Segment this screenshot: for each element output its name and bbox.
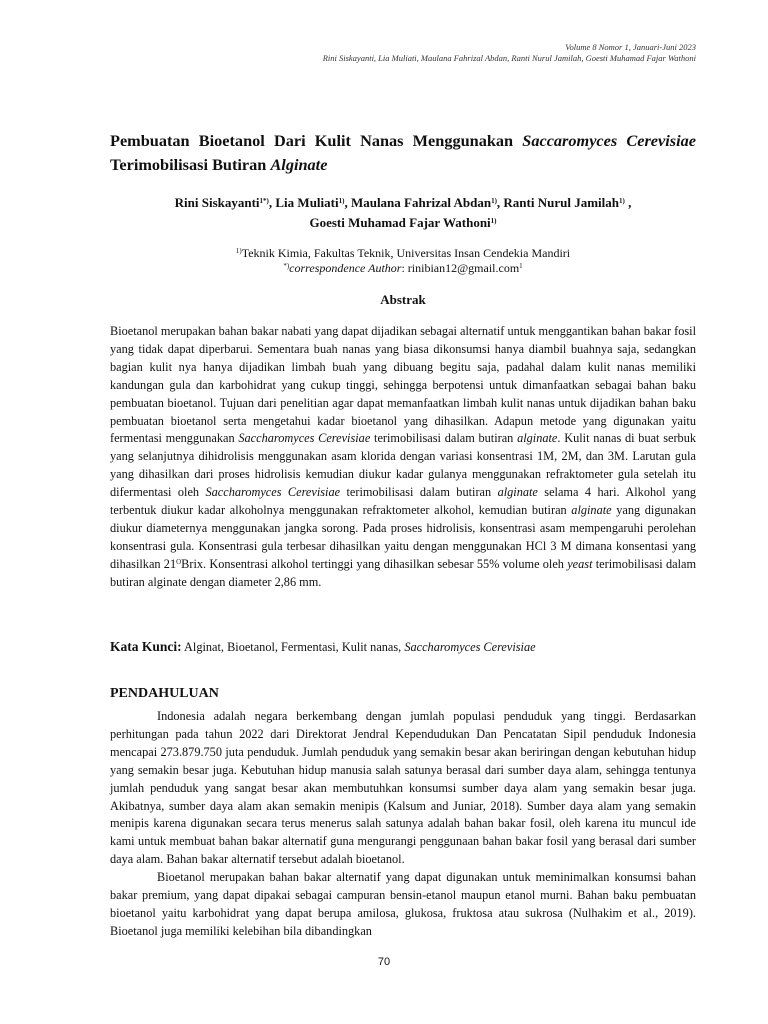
intro-body bbox=[110, 708, 696, 941]
abstract-italic: yeast bbox=[567, 556, 593, 571]
abstract-italic: alginate bbox=[517, 431, 558, 446]
email-sup: 1 bbox=[519, 262, 523, 270]
degree-sup: O bbox=[176, 557, 182, 566]
keywords bbox=[110, 638, 696, 656]
author-sup: 1) bbox=[490, 217, 497, 225]
author-separator: , bbox=[624, 195, 632, 210]
abstract-heading: Abstrak bbox=[380, 292, 426, 307]
author-list bbox=[100, 193, 706, 233]
author-sup: 1) bbox=[491, 197, 497, 205]
author-name: Goesti Muhamad Fajar Wathoni bbox=[309, 215, 491, 230]
paper-title bbox=[110, 129, 696, 177]
section-heading-pendahuluan: PENDAHULUAN bbox=[110, 686, 219, 701]
intro-paragraph: Bioetanol merupakan bahan bakar alternatif yang dapat digunakan untuk meminimalkan konsumsi bahan bakar premium, yang dapat dipakai sebagai campuran bensin-etanol maupun etanol murni. Bahan baku pembuatan bioetanol yaitu karbohidrat yang dapat berupa amilosa, glukosa, fruktosa atau sukrosa (Nulhakim et al., 2019). Bioetanol juga memiliki kelebihan bila dibandingkan bbox=[110, 870, 696, 938]
intro-paragraph: Indonesia adalah negara berkembang dengan jumlah populasi penduduk yang tinggi. Berdasarkan perhitungan pada tahun 2022 dari Direktorat Jendral Kependudukan Dan Pencatatan Sipil penduduk Indonesia mencapai 273.879.750 juta penduduk. Jumlah penduduk yang semakin besar akan beriringan dengan kebutuhan hidup yang semakin besar juga. Kebutuhan hidup manusia salah satunya berasal dari sumber daya alam, sehingga tentunya jumlah penduduk yang sangat besar akan membutuhkan konsumsi sumber daya alam yang semakin besar juga. Akibatnya, sumber daya alam akan semakin menipis (Kalsum and Juniar, 2018). Sumber daya alam yang semakin menipis karena digunakan secara terus menerus salah satunya adalah bahan bakar fosil, oleh karena itu muncul ide kami untuk membuat bahan bakar alternatif guna mengurangi penggunaan bahan bakar fosil yang berasal dari sumber daya alam. Bahan bakar alternatif tersebut adalah bioetanol. bbox=[110, 709, 696, 867]
correspondence-sup: *) bbox=[283, 262, 290, 270]
abstract-italic: alginate bbox=[571, 503, 612, 518]
abstract-italic: alginate bbox=[497, 485, 538, 500]
abstract-text: Bioetanol merupakan bahan bakar nabati yang dapat dijadikan sebagai alternatif untuk menggantikan bahan bakar fosil yang tidak dapat diperbarui. Sementara buah nanas yang biasa dikonsumsi hanya diambil buahnya saja, sedangkan bagian kulit nya hanya dijadikan limbah buah yang dibuang begitu saja, padahal dalam kulit nanas memiliki kandungan gula dan karbohidrat yang cukup tinggi, sehingga berpotensi untuk dimanfaatkan sebagai bahan baku pembuatan bioetanol. Tujuan dari penelitian agar dapat memanfaatkan limbah kulit nanas untuk dijadikan bahan baku pembuatan bioetanol serta mengetahui kadar bioetanol yang dihasilkan. Adapun metode yang digunakan yaitu fermentasi menggunakan bbox=[110, 324, 696, 446]
correspondence-email[interactable]: : rinibian12@gmail.com bbox=[401, 261, 520, 275]
correspondence-label: correspondence Author bbox=[289, 261, 402, 275]
running-authors: Rini Siskayanti, Lia Muliati, Maulana Fahrizal Abdan, Ranti Nurul Jamilah, Goesti Muhamad Fajar Wathoni bbox=[322, 53, 696, 63]
journal-volume: Volume 8 Nomor 1, Januari-Juni 2023 bbox=[565, 42, 696, 52]
author-name: , Lia Muliati bbox=[268, 195, 339, 210]
author-name: , Maulana Fahrizal Abdan bbox=[344, 195, 492, 210]
correspondence-line bbox=[100, 261, 706, 276]
title-italic-1: Saccaromyces Cerevisiae bbox=[522, 131, 696, 150]
title-text-1: Pembuatan Bioetanol Dari Kulit Nanas Menggunakan bbox=[110, 131, 523, 150]
title-italic-2: Alginate bbox=[270, 155, 328, 174]
author-sup: 1) bbox=[619, 197, 625, 205]
abstract-text: yang digunakan diukur diameternya menggunakan jangka sorong. Pada proses hidrolisis, konsentrasi asam mempengaruhi perolehan konsentrasi gula. Konsentrasi gula terbesar dihasilkan yaitu dengan menggunakan HCl 3 M dimana konsentasi yang dihasilkan 21 bbox=[110, 503, 696, 571]
abstract-text: terimobilisasi dalam butiran alginate dengan diameter 2,86 mm. bbox=[110, 556, 697, 589]
keywords-label: Kata Kunci: bbox=[110, 639, 182, 654]
author-sup: 1*) bbox=[259, 197, 269, 205]
affiliation-sup: 1) bbox=[235, 247, 242, 255]
author-name: Rini Siskayanti bbox=[174, 195, 260, 210]
keywords-text: Alginat, Bioetanol, Fermentasi, Kulit nanas, bbox=[181, 640, 405, 654]
abstract-text: . Kulit nanas di buat serbuk yang selanjutnya dihidrolisis menggunakan asam klorida dengan variasi konsentrasi 1M, 2M, dan 3M. Larutan gula yang dihasilkan dari proses hidrolisis kemudian diukur kadar gulanya menggunakan refraktometer gula setelah itu difermentasi oleh bbox=[110, 431, 697, 500]
page-number: 70 bbox=[377, 956, 391, 968]
abstract-text: Brix. Konsentrasi alkohol tertinggi yang dihasilkan sebesar 55% volume oleh bbox=[181, 556, 568, 571]
affiliation-text: Teknik Kimia, Fakultas Teknik, Universitas Insan Cendekia Mandiri bbox=[241, 246, 571, 260]
affiliation-block bbox=[100, 246, 706, 276]
author-sup: 1) bbox=[338, 197, 345, 205]
abstract-italic: Saccharomyces Cerevisiae bbox=[205, 485, 341, 500]
abstract-text: terimobilisasi dalam butiran bbox=[370, 431, 518, 446]
abstract-text: selama 4 hari. Alkohol yang terbentuk diukur kadar alkoholnya menggunakan refraktometer alkohol, kemudian butiran bbox=[110, 485, 697, 518]
abstract-body bbox=[110, 323, 696, 592]
running-header bbox=[323, 42, 696, 64]
abstract-text: terimobilisasi dalam butiran bbox=[340, 485, 498, 500]
title-text-2: Terimobilisasi Butiran bbox=[110, 155, 271, 174]
affiliation-line bbox=[100, 246, 706, 261]
keywords-italic: Saccharomyces Cerevisiae bbox=[404, 640, 536, 654]
author-name: , Ranti Nurul Jamilah bbox=[496, 195, 619, 210]
abstract-italic: Saccharomyces Cerevisiae bbox=[238, 431, 371, 446]
